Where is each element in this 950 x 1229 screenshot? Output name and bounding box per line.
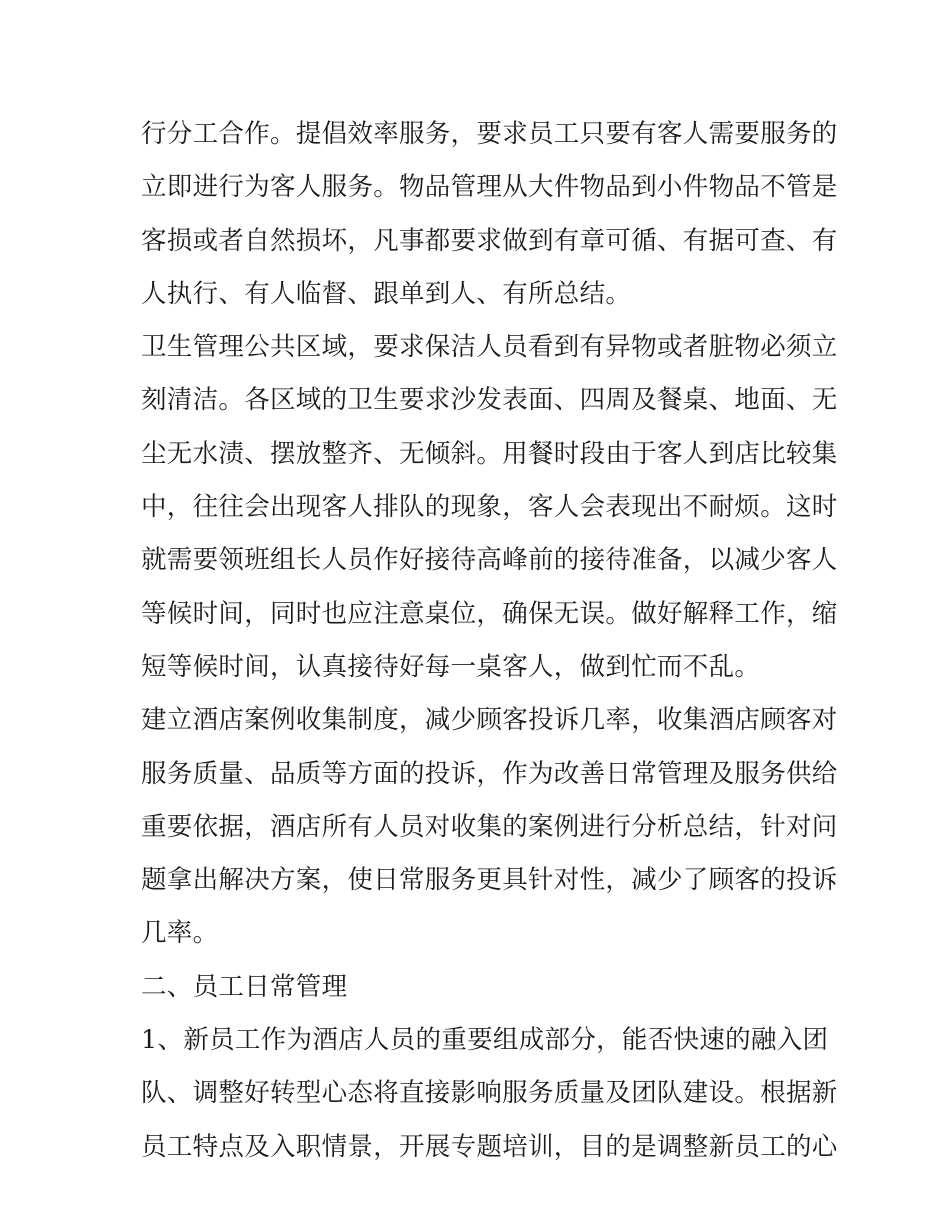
text-line: 建立酒店案例收集制度，减少顾客投诉几率，收集酒店顾客对 bbox=[141, 705, 838, 736]
text-line: 人执行、有人临督、跟单到人、有所总结。 bbox=[141, 278, 632, 309]
text-line: 中，往往会出现客人排队的现象，客人会表现出不耐烦。这时 bbox=[141, 492, 838, 523]
text-line: 几率。 bbox=[141, 918, 219, 949]
section-heading: 二、员工日常管理 bbox=[141, 971, 348, 1002]
text-line: 刻清洁。各区域的卫生要求沙发表面、四周及餐桌、地面、无 bbox=[141, 385, 838, 416]
text-line: 1、新员工作为酒店人员的重要组成部分，能否快速的融入团 bbox=[141, 1025, 829, 1056]
text-line: 题拿出解决方案，使日常服务更具针对性，减少了顾客的投诉 bbox=[141, 865, 838, 896]
text-line: 员工特点及入职情景，开展专题培训，目的是调整新员工的心 bbox=[141, 1131, 838, 1162]
text-line: 立即进行为客人服务。物品管理从大件物品到小件物品不管是 bbox=[141, 172, 838, 203]
text-line: 短等候时间，认真接待好每一桌客人，做到忙而不乱。 bbox=[141, 651, 761, 682]
text-line: 卫生管理公共区域，要求保洁人员看到有异物或者脏物必须立 bbox=[141, 332, 838, 363]
text-line: 客损或者自然损坏，凡事都要求做到有章可循、有据可查、有 bbox=[141, 225, 838, 256]
body-text bbox=[141, 108, 838, 1174]
text-line: 重要依据，酒店所有人员对收集的案例进行分析总结，针对问 bbox=[141, 811, 838, 842]
text-line: 服务质量、品质等方面的投诉，作为改善日常管理及服务供给 bbox=[141, 758, 838, 789]
text-line: 尘无水渍、摆放整齐、无倾斜。用餐时段由于客人到店比较集 bbox=[141, 438, 838, 469]
text-line: 行分工合作。提倡效率服务，要求员工只要有客人需要服务的 bbox=[141, 119, 838, 149]
text-line: 等候时间，同时也应注意桌位，确保无误。做好解释工作，缩 bbox=[141, 598, 838, 629]
text-line: 队、调整好转型心态将直接影响服务质量及团队建设。根据新 bbox=[141, 1078, 838, 1109]
text-line: 就需要领班组长人员作好接待高峰前的接待准备，以减少客人 bbox=[141, 545, 838, 576]
